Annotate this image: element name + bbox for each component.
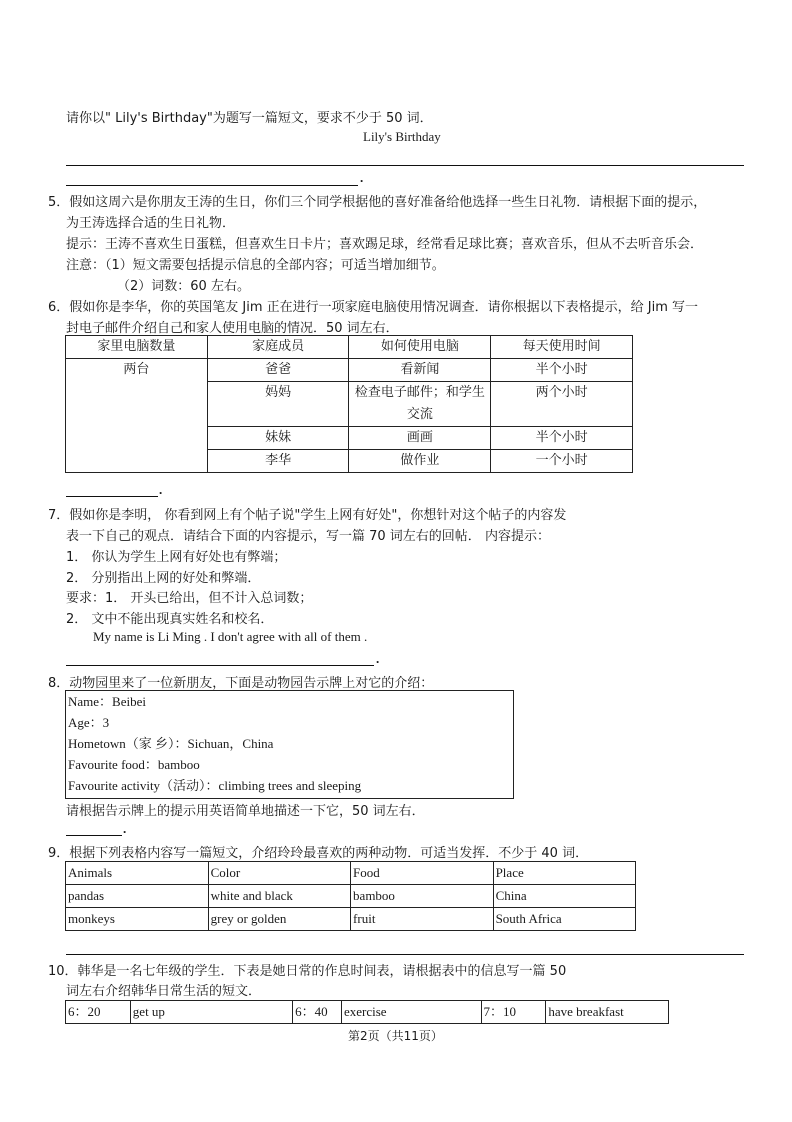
q8-instruction: 请根据告示牌上的提示用英语简单地描述一下它，50 词左右． — [66, 804, 425, 819]
table-cell: bamboo — [351, 885, 494, 908]
q5-hint: 提示：王涛不喜欢生日蛋糕，但喜欢生日卡片；喜欢踢足球，经常看足球比赛；喜欢音乐，但从不去听音乐会． — [66, 237, 704, 252]
table-header: Food — [351, 862, 494, 885]
q6-line2: 封电子邮件介绍自己和家人使用电脑的情况．50 词左右． — [66, 321, 399, 336]
table-cell: exercise — [341, 1001, 481, 1024]
sign-food: Favourite food：bamboo — [68, 757, 200, 772]
table-cell: South Africa — [493, 908, 635, 931]
table-cell: 妹妹 — [207, 427, 349, 450]
table-cell: 一个小时 — [491, 450, 633, 473]
table-cell: 看新闻 — [349, 359, 491, 382]
table-header: Place — [493, 862, 635, 885]
animals-table — [65, 861, 636, 931]
table-cell: grey or golden — [208, 908, 350, 931]
q5-note1: 注意：（1）短文需要包括提示信息的全部内容；可适当增加细节。 — [66, 258, 445, 273]
period-mark: . — [123, 821, 127, 836]
table-cell: 李华 — [207, 450, 349, 473]
table-row — [66, 1001, 669, 1024]
table-cell: 6：40 — [293, 1001, 342, 1024]
table-cell: have breakfast — [546, 1001, 669, 1024]
computer-usage-table — [65, 335, 633, 473]
table-header-row — [66, 336, 633, 359]
table-cell: fruit — [351, 908, 494, 931]
table-cell: 7：10 — [481, 1001, 546, 1024]
answer-line — [66, 954, 744, 955]
q8-line1: 8．动物园里来了一位新朋友，下面是动物园告示牌上对它的介绍： — [48, 676, 434, 691]
q7-line1: 7．假如你是李明， 你看到网上有个帖子说"学生上网有好处"，你想针对这个帖子的内容发 — [48, 508, 567, 523]
period-mark: . — [376, 651, 380, 666]
table-cell: pandas — [66, 885, 209, 908]
sign-age: Age：3 — [68, 715, 110, 730]
table-cell: 妈妈 — [207, 382, 349, 427]
table-header: 家里电脑数量 — [66, 336, 208, 359]
answer-line — [66, 835, 122, 836]
table-header: Color — [208, 862, 350, 885]
table-cell: 半个小时 — [491, 359, 633, 382]
q7-line2: 表一下自己的观点．请结合下面的内容提示，写一篇 70 词左右的回帖． 内容提示： — [66, 529, 550, 544]
zoo-sign-box — [65, 690, 514, 799]
period-mark: . — [360, 170, 364, 185]
q6-line1: 6．假如你是李华，你的英国笔友 Jim 正在进行一项家庭电脑使用情况调查．请你根据以下表格提示，给 Jim 写一 — [48, 300, 699, 315]
q5-line2: 为王涛选择合适的生日礼物． — [66, 216, 236, 231]
period-mark: . — [159, 482, 163, 497]
sign-activity: Favourite activity（活动）：climbing trees and sleeping — [68, 778, 362, 793]
table-cell: 半个小时 — [491, 427, 633, 450]
answer-line — [66, 185, 358, 186]
table-cell: 两个小时 — [491, 382, 633, 427]
table-cell: 6：20 — [66, 1001, 131, 1024]
table-cell: 画画 — [349, 427, 491, 450]
answer-line — [66, 665, 374, 666]
q7-requirement2: 2． 文中不能出现真实姓名和校名． — [66, 612, 274, 627]
table-row — [66, 885, 636, 908]
table-cell: China — [493, 885, 635, 908]
table-header: 每天使用时间 — [491, 336, 633, 359]
table-cell: white and black — [208, 885, 350, 908]
table-header: 家庭成员 — [207, 336, 349, 359]
q10-line1: 10．韩华是一名七年级的学生．下表是她日常的作息时间表，请根据表中的信息写一篇 50 — [48, 964, 567, 979]
table-row — [66, 908, 636, 931]
table-header: Animals — [66, 862, 209, 885]
page-number: 第2页（共11页） — [348, 1029, 443, 1043]
table-row — [66, 359, 633, 382]
sign-hometown: Hometown（家 乡）：Sichuan，China — [68, 736, 274, 751]
answer-line — [66, 165, 744, 166]
q5-note2: （2）词数：60 左右。 — [117, 279, 250, 294]
schedule-table — [65, 1000, 669, 1024]
table-cell: 做作业 — [349, 450, 491, 473]
q4-essay-title: Lily's Birthday — [363, 129, 441, 144]
q9-line1: 9．根据下列表格内容写一篇短文，介绍玲玲最喜欢的两种动物．可适当发挥．不少于 40 词． — [48, 846, 589, 861]
q10-line2: 词左右介绍韩华日常生活的短文． — [66, 984, 262, 999]
computer-count-cell: 两台 — [66, 359, 208, 473]
q7-point2: 2． 分别指出上网的好处和弊端． — [66, 571, 261, 586]
table-header: 如何使用电脑 — [349, 336, 491, 359]
answer-line — [66, 496, 158, 497]
table-cell: get up — [130, 1001, 292, 1024]
table-cell: monkeys — [66, 908, 209, 931]
table-header-row — [66, 862, 636, 885]
sign-name: Name：Beibei — [68, 694, 146, 709]
table-cell: 爸爸 — [207, 359, 349, 382]
q7-requirement1: 要求：1． 开头已给出，但不计入总词数； — [66, 591, 313, 606]
q4-instruction: 请你以" Lily's Birthday"为题写一篇短文，要求不少于 50 词． — [66, 111, 433, 126]
q7-opening-sentence: My name is Li Ming . I don't agree with all of them . — [93, 629, 368, 644]
q5-line1: 5．假如这周六是你朋友王涛的生日，你们三个同学根据他的喜好准备给他选择一些生日礼物．请根据下面的提示， — [48, 195, 707, 210]
table-cell: 检查电子邮件；和学生交流 — [349, 382, 491, 427]
q7-point1: 1． 你认为学生上网有好处也有弊端； — [66, 550, 287, 565]
